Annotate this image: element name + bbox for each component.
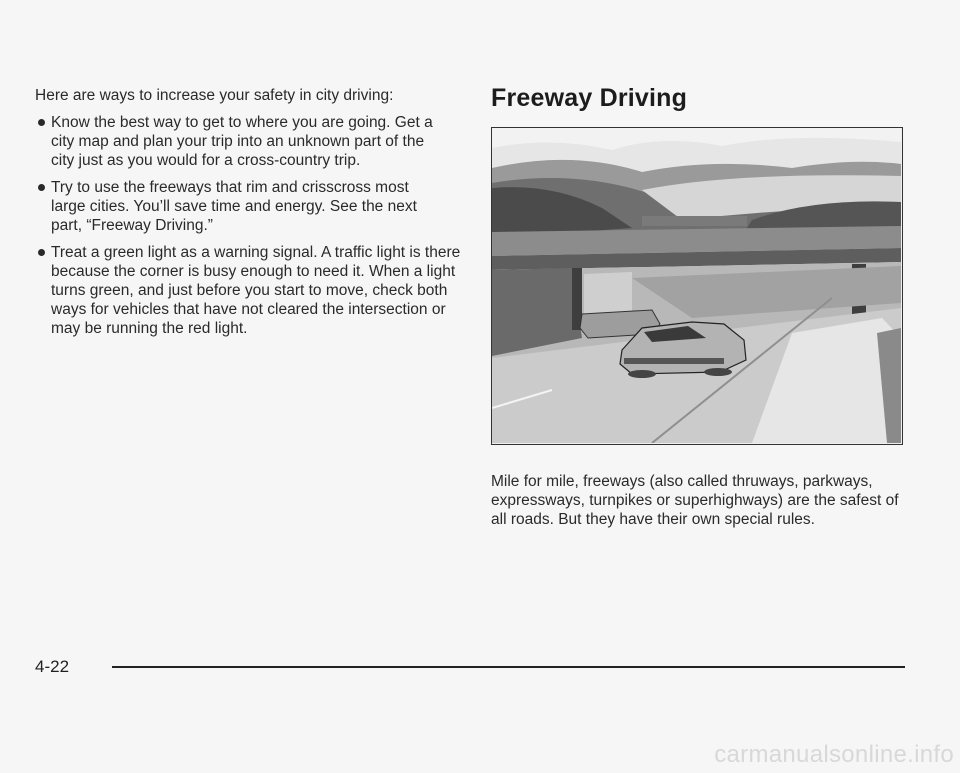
bullet-icon [38, 184, 45, 191]
bullet-icon [38, 119, 45, 126]
bullet-icon [38, 249, 45, 256]
list-item [35, 113, 446, 170]
tips-list [35, 113, 465, 338]
footer-rule [112, 666, 905, 668]
intro-text: Here are ways to increase your safety in city driving: [35, 87, 394, 104]
freeway-illustration [491, 127, 903, 445]
tip-text: Treat a green light as a warning signal. A traffic light is there because the corner is busy enough to need it. When a light turns green, and just before you start to move, check both ways for vehicles that have not cleared the intersection or may be running the red light. [51, 244, 461, 337]
section-heading: Freeway Driving [491, 84, 688, 112]
site-watermark: carmanualsonline.info [714, 741, 954, 768]
list-item [35, 243, 471, 338]
city-driving-tips [35, 86, 465, 346]
tip-text: Try to use the freeways that rim and crisscross most large cities. You’ll save time and energy. See the next part, “Freeway Driving.” [51, 179, 417, 234]
page-number: 4-22 [35, 657, 70, 676]
freeway-caption: Mile for mile, freeways (also called thruways, parkways, expressways, turnpikes or superhighways) are the safest of all roads. But they have their own special rules. [491, 473, 899, 528]
tip-text: Know the best way to get to where you are going. Get a city map and plan your trip into an unknown part of the city just as you would for a cross-country trip. [51, 114, 433, 169]
list-item [35, 178, 431, 235]
